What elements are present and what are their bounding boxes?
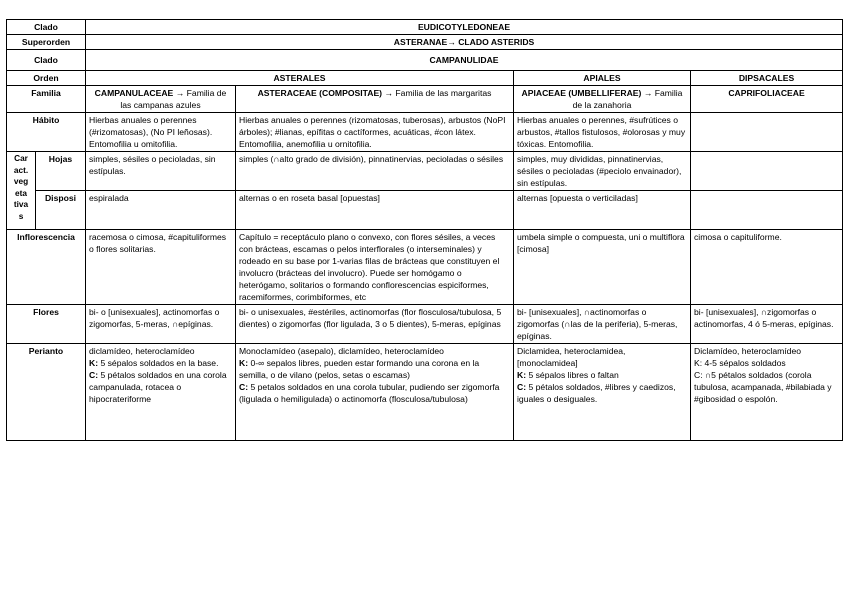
row-habito <box>7 113 843 152</box>
familia-campanulaceae <box>86 86 236 113</box>
familia-common: → Familia de las campanas azules <box>120 88 227 110</box>
corolla-label: C: <box>694 370 703 380</box>
familia-asteraceae <box>236 86 514 113</box>
flores-caprifoliaceae: bi- [unisexuales], ∩zigomorfas o actinomorfas, 4 ó 5-meras, epíginas. <box>691 305 843 344</box>
row-inflorescencia <box>7 230 843 305</box>
habito-apiaceae: Hierbas anuales o perennes, #sufrútices o arbustos, #tallos fistulosos, #olorosas y muy tóxicas. Entomofilia. <box>514 113 691 152</box>
perianto-corolla <box>694 369 839 405</box>
corolla-text: 5 pétalos soldados en una corola campanulada, rotacea o hipocrateriforme <box>89 370 227 404</box>
perianto-type: Diclamídeo, heteroclamídeo <box>694 346 801 356</box>
familia-name: ASTERACEAE (COMPOSITAE) <box>257 88 383 98</box>
hojas-label: Hojas <box>36 152 86 191</box>
orden-dipsacales: DIPSACALES <box>691 71 843 86</box>
corolla-text: 5 pétalos soldados, #libres y caedizos, iguales o desiguales. <box>517 382 676 404</box>
inflorescencia-asteraceae: Capítulo = receptáculo plano o convexo, con flores sésiles, a veces con brácteas, escamas o pelos interflorales (o interseminales) y rodeado en su base por 1-varias filas de brácteas que constituyen el involucro (brácteas del involucro). Puede ser homógamo o heterógamo, solitarios o formando conflorescencias espiciformes, racemiformes, corimbiformes, etc <box>236 230 514 305</box>
row-orden <box>7 71 843 86</box>
calyx-text: 4-5 sépalos soldados <box>702 358 786 368</box>
perianto-label: Perianto <box>7 344 86 441</box>
clado-value: EUDICOTYLEDONEAE <box>86 20 843 35</box>
clado-label: Clado <box>7 20 86 35</box>
inflorescencia-campanulaceae: racemosa o cimosa, #capituliformes o flores solitarias. <box>86 230 236 305</box>
calyx-text: 5 sépalos soldados en la base. <box>98 358 219 368</box>
perianto-caprifoliaceae <box>691 344 843 441</box>
flores-campanulaceae: bi- o [unisexuales], actinomorfas o zigomorfas, 5-meras, ∩epíginas. <box>86 305 236 344</box>
superorden-value: ASTERANAE→ CLADO ASTERIDS <box>86 35 843 50</box>
perianto-calyx <box>239 357 510 381</box>
habito-label: Hábito <box>7 113 86 152</box>
calyx-text: 5 sépalos libres o faltan <box>526 370 619 380</box>
row-superorden <box>7 35 843 50</box>
familia-apiaceae <box>514 86 691 113</box>
corolla-label: C: <box>239 382 249 392</box>
perianto-type: diclamídeo, heteroclamídeo <box>89 346 195 356</box>
habito-asteraceae: Hierbas anuales o perennes (rizomatosas, tuberosas), arbustos (NoPI árboles); #lianas, epífitas o cactíformes, acuáticas, #con látex. Entomofilia, anemofilia u ornitofilia. <box>236 113 514 152</box>
inflorescencia-label: Inflorescencia <box>7 230 86 305</box>
perianto-asteraceae <box>236 344 514 441</box>
calyx-label: K: <box>239 358 249 368</box>
familia-caprifoliaceae <box>691 86 843 113</box>
superorden-label: Superorden <box>7 35 86 50</box>
clado2-label: Clado <box>7 50 86 71</box>
row-flores <box>7 305 843 344</box>
familia-name: CAPRIFOLIACEAE <box>728 88 805 98</box>
perianto-type: Diclamidea, heteroclamidea, [monoclamidea] <box>517 346 626 368</box>
inflorescencia-apiaceae: umbela simple o compuesta, uni o multiflora [cimosa] <box>514 230 691 305</box>
hojas-caprifoliaceae <box>691 152 843 191</box>
orden-apiales: APIALES <box>514 71 691 86</box>
row-clado <box>7 20 843 35</box>
perianto-type: Monoclamídeo (asepalo), diclamídeo, heteroclamídeo <box>239 346 444 356</box>
row-familia <box>7 86 843 113</box>
perianto-corolla <box>89 369 232 405</box>
perianto-calyx <box>694 357 839 369</box>
familia-label: Familia <box>7 86 86 113</box>
disposi-apiaceae: alternas [opuesta o verticiladas] <box>514 191 691 230</box>
familia-common: → Familia de las margaritas <box>382 88 492 98</box>
flores-label: Flores <box>7 305 86 344</box>
disposi-label: Disposi <box>36 191 86 230</box>
row-clado-2 <box>7 50 843 71</box>
familia-common: → Familia de la zanahoria <box>572 88 683 110</box>
calyx-label: K: <box>89 358 99 368</box>
perianto-corolla <box>239 381 510 405</box>
calyx-label: K: <box>694 358 703 368</box>
corolla-text: 5 petalos soldados en una corola tubular, pudiendo ser zigomorfa (ligulada o hemiligulada) o actinomorfa (flosculosa/tubulosa) <box>239 382 500 404</box>
flores-asteraceae: bi- o unisexuales, #estériles, actinomorfas (flor flosculosa/tubulosa, 5 dientes) o zigomorfas (flor ligulada, 3 o 5 dientes), 5-meras, epíginas <box>236 305 514 344</box>
familia-name: CAMPANULACEAE <box>94 88 174 98</box>
perianto-calyx <box>89 357 232 369</box>
disposi-asteraceae: alternas o en roseta basal [opuestas] <box>236 191 514 230</box>
corolla-label: C: <box>89 370 99 380</box>
habito-campanulaceae: Hierbas anuales o perennes (#rizomatosas), (No PI leñosas). Entomofilia u omitofilia. <box>86 113 236 152</box>
orden-asterales: ASTERALES <box>86 71 514 86</box>
familia-name: APIACEAE (UMBELLIFERAE) <box>521 88 642 98</box>
perianto-apiaceae <box>514 344 691 441</box>
flores-apiaceae: bi- [unisexuales], ∩actinomorfas o zigomorfas (∩las de la periferia), 5-meras, epíginas. <box>514 305 691 344</box>
disposi-campanulaceae: espiralada <box>86 191 236 230</box>
row-hojas <box>7 152 843 191</box>
caracteres-vegetativas-label: Car act. veg eta tiva s <box>7 152 36 230</box>
inflorescencia-caprifoliaceae: cimosa o capituliforme. <box>691 230 843 305</box>
hojas-apiaceae: simples, muy divididas, pinnatinervias, sésiles o pecioladas (#peciolo envainador), sin estípulas. <box>514 152 691 191</box>
clado2-value: CAMPANULIDAE <box>86 50 843 71</box>
corolla-text: ∩5 pétalos soldados (corola tubulosa, acampanada, #bilabiada y #gibosidad o espolón. <box>694 370 832 404</box>
calyx-text: 0-∞ sepalos libres, pueden estar formando una corona en la semilla, o de vilano (pelos, setas o escamas) <box>239 358 480 380</box>
orden-label: Orden <box>7 71 86 86</box>
calyx-label: K: <box>517 370 527 380</box>
perianto-corolla <box>517 381 687 405</box>
corolla-label: C: <box>517 382 527 392</box>
row-perianto <box>7 344 843 441</box>
row-disposicion <box>7 191 843 230</box>
classification-table <box>6 19 843 441</box>
hojas-asteraceae: simples (∩alto grado de división), pinnatinervias, pecioladas o sésiles <box>236 152 514 191</box>
perianto-campanulaceae <box>86 344 236 441</box>
perianto-calyx <box>517 369 687 381</box>
disposi-caprifoliaceae <box>691 191 843 230</box>
hojas-campanulaceae: simples, sésiles o pecioladas, sin estípulas. <box>86 152 236 191</box>
habito-caprifoliaceae <box>691 113 843 152</box>
